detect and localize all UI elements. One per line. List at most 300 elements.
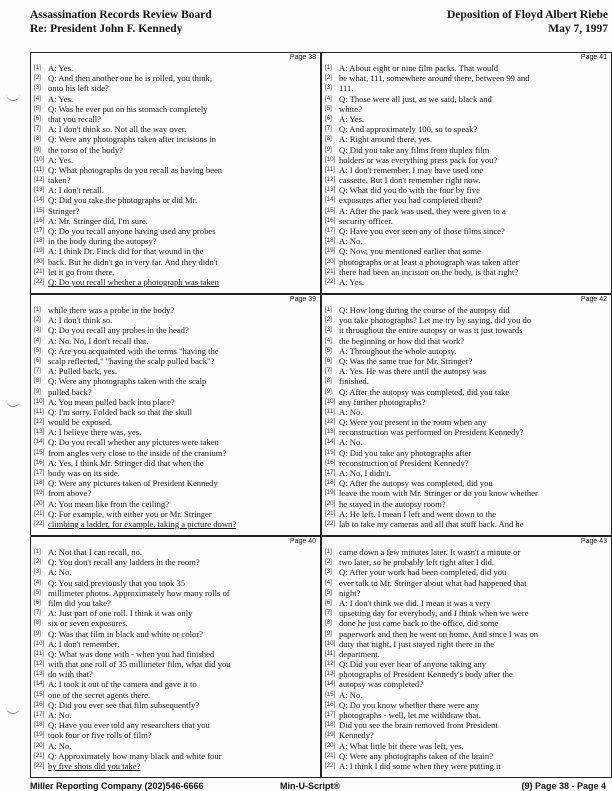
line-number: [1] [34, 64, 41, 71]
transcript-line [34, 277, 318, 287]
line-number: [15] [325, 448, 336, 456]
line-text: millimeter photos. Approximately how many rolls of [48, 587, 230, 598]
transcript-line [34, 407, 318, 417]
transcript-line [34, 578, 318, 588]
transcript-line [325, 83, 609, 93]
line-text: Q: Do you recall anyone having used any probes [48, 226, 216, 236]
transcript-line [325, 730, 609, 740]
line-number: [19] [34, 489, 45, 497]
line-text: cassette. But I don't remember right now. [339, 175, 481, 186]
transcript-line [325, 567, 609, 577]
line-number: [12] [34, 176, 45, 184]
line-text: Q: How long during the course of the autopsy did [339, 305, 510, 315]
line-text: A: I don't remember. I may have used one [339, 164, 484, 175]
line-number: [11] [34, 407, 44, 415]
transcript-line [325, 488, 609, 498]
transcript-line [325, 94, 609, 104]
line-text: autopsy was completed? [339, 679, 424, 690]
line-text: A: Just part of one roll. I think it was only [48, 608, 193, 619]
line-text: let it go from there. [48, 266, 115, 277]
transcript-line [325, 155, 609, 165]
transcript-line [34, 608, 318, 618]
transcript-line [325, 437, 609, 447]
line-text: done he just came back to the office, did some [339, 618, 499, 629]
line-text: onto his left side? [48, 83, 109, 94]
transcript-line [34, 83, 318, 93]
line-text: six or seven exposures. [48, 618, 128, 629]
line-text: Q: Did you ever see that film subsequently? [48, 699, 200, 710]
binder-hole-mark [6, 94, 20, 101]
line-number: [6] [34, 598, 41, 606]
line-text: Q: Have you ever told any researchers that you [48, 720, 210, 731]
transcript-line [325, 216, 609, 226]
line-text: taken? [48, 175, 71, 186]
line-text: two later, so he probably left right after I did. [339, 557, 495, 568]
page-number: Page 39 [289, 296, 316, 303]
line-text: holders or was everything press pack for you? [339, 154, 498, 165]
line-text: A: No. No, I don't recall that. [48, 335, 149, 346]
line-text: upsetting day for everybody, and I think when we were [339, 608, 529, 619]
line-text: photographs or at least a photograph was taken after [339, 256, 519, 267]
line-text: exposures after you had completed them? [339, 195, 482, 206]
line-number: [8] [325, 377, 332, 385]
line-text: A: No. [339, 236, 363, 247]
line-number: [15] [34, 206, 45, 214]
transcript-line [325, 700, 609, 710]
line-number: [17] [325, 711, 336, 718]
transcript-line [325, 376, 609, 386]
line-number: [2] [325, 316, 332, 324]
line-number: [15] [325, 690, 336, 698]
transcript-line [325, 407, 609, 417]
line-text: Q: Those were all just, as we said, black and [339, 93, 492, 104]
line-text: Q: Do you know whether there were any [339, 699, 480, 710]
transcript-line [34, 134, 318, 144]
line-number: [5] [325, 104, 332, 112]
line-number: [12] [34, 418, 45, 426]
transcript-page [30, 536, 321, 778]
line-number: [16] [34, 700, 45, 708]
transcript-line [325, 226, 609, 236]
transcript-line [34, 499, 318, 509]
transcript-line [34, 669, 318, 679]
line-number: [15] [34, 690, 45, 698]
line-text: Q: Approximately how many black and white four [48, 750, 222, 761]
line-number: [22] [325, 519, 336, 527]
line-text: A: You mean like from the ceiling? [48, 498, 170, 509]
line-number: [2] [325, 558, 332, 566]
line-text: scalp reflected," "having the scalp pulled back"? [48, 355, 215, 366]
line-number: [17] [34, 227, 45, 234]
transcript-line [34, 700, 318, 710]
line-number: [18] [325, 237, 336, 245]
line-number: [18] [34, 479, 45, 487]
transcript-line [34, 397, 318, 407]
line-number: [5] [325, 588, 332, 596]
transcript-line [34, 104, 318, 114]
line-text: A: I took it out of the camera and gave it to [48, 679, 197, 690]
line-number: [13] [34, 670, 45, 678]
line-number: [10] [34, 639, 45, 647]
transcript-line [325, 236, 609, 246]
line-text: 111. [339, 83, 354, 94]
transcript-line [34, 185, 318, 195]
line-number: [21] [34, 751, 45, 759]
line-text: A: I don't think so. [48, 315, 113, 326]
transcript-page [321, 294, 612, 536]
line-number: [2] [34, 558, 41, 566]
line-text: climbing a ladder, for example, taking a picture down? [48, 518, 237, 529]
line-number: [21] [34, 509, 45, 517]
transcript-line [325, 478, 609, 488]
line-text: A: Yes. [48, 93, 74, 104]
line-number: [7] [34, 367, 41, 375]
line-number: [2] [325, 74, 332, 82]
transcript-line [325, 557, 609, 567]
transcript-line [325, 710, 609, 720]
transcript-page [30, 52, 321, 294]
line-number: [16] [34, 216, 45, 224]
line-number: [1] [325, 306, 332, 313]
line-number: [14] [325, 196, 336, 204]
line-text: photographs - well, let me withdraw that. [339, 710, 481, 720]
transcript-line [325, 639, 609, 649]
line-number: [7] [325, 609, 332, 617]
line-text: Q: You said previously that you took 35 [48, 577, 186, 588]
line-number: [21] [325, 751, 336, 759]
line-text: Q: Were any photographs taken of the brain? [339, 750, 494, 761]
line-number: [18] [325, 721, 336, 729]
transcript-line [325, 277, 609, 287]
line-number: [9] [34, 145, 41, 153]
line-number: [19] [325, 489, 336, 497]
line-text: A: I believe there was, yes. [48, 427, 142, 438]
transcript-line [325, 509, 609, 519]
line-number: [13] [325, 670, 336, 678]
line-text: Q: Are you acquainted with the terms "having the [48, 345, 219, 356]
line-text: do with that? [48, 669, 93, 680]
line-number: [3] [325, 326, 332, 334]
line-number: [21] [325, 509, 336, 517]
transcript-line [325, 588, 609, 598]
transcript-line [34, 468, 318, 478]
line-number: [9] [325, 145, 332, 153]
line-text: be what, 111, somewhere around there, between 99 and [339, 73, 530, 84]
line-number: [11] [34, 165, 44, 173]
line-text: in the body during the autopsy? [48, 236, 157, 247]
min-u-script-mark: Min-U-Script® [280, 781, 341, 791]
line-number: [7] [325, 125, 332, 133]
line-number: [14] [34, 438, 45, 446]
transcript-line [34, 659, 318, 669]
line-text: night? [339, 587, 361, 598]
line-number: [11] [325, 407, 335, 415]
line-text: paperwork and then he went on home. And since I was on [339, 628, 539, 639]
line-text: A: No, I didn't. [339, 468, 391, 478]
transcript-line [325, 741, 609, 751]
line-number: [10] [325, 155, 336, 163]
transcript-line [325, 114, 609, 124]
transcript-line [325, 185, 609, 195]
line-text: A: No. [48, 710, 72, 720]
transcript-line [325, 578, 609, 588]
transcript-line [34, 751, 318, 761]
transcript-line [34, 710, 318, 720]
transcript-line [325, 73, 609, 83]
transcript-line [325, 659, 609, 669]
line-number: [18] [34, 237, 45, 245]
transcript-line [34, 741, 318, 751]
line-number: [22] [34, 277, 45, 285]
line-text: reconstruction of President Kennedy? [339, 457, 469, 468]
transcript-line [325, 366, 609, 376]
line-text: A: Yes. [339, 276, 365, 287]
line-text: by five shots did you take? [48, 760, 141, 771]
line-number: [11] [325, 165, 335, 173]
line-number: [12] [325, 176, 336, 184]
line-number: [6] [34, 114, 41, 122]
transcript-line [34, 509, 318, 519]
line-number: [7] [34, 609, 41, 617]
transcript-line [325, 165, 609, 175]
line-text: Q: And then another one he is rolled, you think, [48, 73, 212, 84]
transcript-line [34, 618, 318, 628]
line-text: Q: Were any pictures taken of President Kennedy [48, 478, 218, 489]
transcript-line [325, 417, 609, 427]
transcript-line [325, 629, 609, 639]
line-number: [21] [325, 267, 336, 275]
deposition-title: Deposition of Floyd Albert Riebe [447, 9, 608, 21]
line-number: [22] [325, 277, 336, 285]
line-number: [4] [34, 578, 41, 586]
page-number: Page 41 [580, 54, 607, 61]
line-text: while there was a probe in the body? [48, 305, 175, 315]
line-text: with that one roll of 35 millimeter film, what did you [48, 659, 231, 670]
transcript-line [34, 567, 318, 577]
line-number: [9] [325, 387, 332, 395]
line-number: [13] [325, 428, 336, 436]
line-text: Q: Were any photographs taken after incisions in [48, 134, 216, 145]
transcript-line [34, 690, 318, 700]
transcript-line [325, 669, 609, 679]
line-text: the beginning or how did that work? [339, 335, 465, 346]
line-text: finished. [339, 376, 369, 387]
binder-hole-mark [6, 707, 20, 714]
transcript-line [325, 134, 609, 144]
transcript-line [34, 257, 318, 267]
line-text: A: Yes. [48, 154, 74, 165]
line-text: A: After the pack was used, they were given to a [339, 205, 506, 216]
case-subject: Re: President John F. Kennedy [30, 23, 183, 35]
transcript-line [34, 730, 318, 740]
line-text: A: What little bit there was left, yes. [339, 740, 464, 751]
transcript-line [34, 305, 318, 315]
transcript-line [34, 114, 318, 124]
header-left [30, 8, 212, 36]
line-text: took four or five rolls of film? [48, 730, 152, 741]
line-text: from above? [48, 488, 92, 499]
line-number: [9] [34, 387, 41, 395]
line-number: [3] [34, 84, 41, 92]
transcript-line [34, 547, 318, 557]
transcript-line [34, 458, 318, 468]
line-text: Q: What photographs do you recall as having been [48, 164, 223, 175]
line-text: Q: After the autopsy was completed, did you [339, 478, 493, 489]
line-text: leave the room with Mr. Stringer or do you know whether [339, 488, 538, 499]
line-text: A: No. [339, 689, 363, 700]
transcript-line [325, 499, 609, 509]
line-number: [9] [34, 629, 41, 637]
transcript-line [325, 679, 609, 689]
line-number: [4] [34, 94, 41, 102]
transcript-line [325, 325, 609, 335]
line-text: the torso of the body? [48, 144, 123, 155]
line-text: reconstruction was performed on President Kennedy? [339, 427, 524, 438]
transcript-line [34, 679, 318, 689]
line-text: A: I don't recall. [48, 185, 104, 196]
transcript-line [34, 63, 318, 73]
line-number: [22] [34, 761, 45, 769]
transcript-line [34, 336, 318, 346]
line-number: [17] [325, 469, 336, 476]
transcript-line [34, 366, 318, 376]
transcript-line [34, 155, 318, 165]
transcript-line [325, 458, 609, 468]
line-text: Q: Were any photographs taken with the scalp [48, 376, 207, 387]
line-number: [4] [325, 94, 332, 102]
line-number: [15] [325, 206, 336, 214]
transcript-line [34, 73, 318, 83]
line-number: [6] [325, 114, 332, 122]
line-text: white? [339, 103, 362, 114]
line-number: [4] [325, 336, 332, 344]
line-text: A: Pulled back, yes. [48, 366, 117, 377]
transcript-line [34, 325, 318, 335]
line-number: [12] [325, 660, 336, 668]
line-text: A: About eight or nine film packs. That would [339, 63, 499, 73]
line-number: [6] [325, 356, 332, 364]
transcript-line [325, 387, 609, 397]
line-text: Q: Was he ever put on his stomach completely [48, 103, 208, 114]
transcript-line [325, 257, 609, 267]
line-number: [10] [325, 397, 336, 405]
transcript-line [34, 145, 318, 155]
binder-hole-mark [6, 400, 20, 407]
line-text: Q: Was that film in black and white or color? [48, 628, 203, 639]
line-number: [22] [34, 519, 45, 527]
line-text: back. But he didn't go in very far. And they didn't [48, 256, 218, 267]
line-number: [10] [34, 155, 45, 163]
line-text: A: I think Dr. Finck did for that wound in the [48, 246, 204, 257]
transcript-line [34, 346, 318, 356]
transcript-line [325, 305, 609, 315]
transcript-line [325, 608, 609, 618]
transcript-grid [30, 52, 612, 780]
line-text: A: Yes. [48, 63, 74, 73]
line-text: pulled back? [48, 386, 92, 397]
line-text: Q: For example, with either you or Mr. Stringer [48, 508, 212, 519]
line-text: Q: Do you recall whether any pictures were taken [48, 437, 219, 448]
transcript-line [325, 761, 609, 771]
transcript-line [325, 175, 609, 185]
line-number: [3] [34, 568, 41, 576]
deposition-date: May 7, 1997 [548, 23, 608, 35]
transcript-line [325, 751, 609, 761]
line-number: [15] [34, 448, 45, 456]
line-text: it throughout the entire autopsy or was it just towards [339, 325, 523, 336]
line-text: A: Mr. Stringer did, I'm sure. [48, 215, 148, 226]
line-text: body was on its side. [48, 468, 120, 478]
line-number: [13] [34, 186, 45, 194]
line-text: there had been an incision on the body, is that right? [339, 266, 519, 277]
line-number: [1] [34, 548, 41, 555]
line-number: [3] [325, 84, 332, 92]
line-number: [3] [34, 326, 41, 334]
line-number: [17] [34, 469, 45, 476]
line-text: Q: What did you do with the four by five [339, 185, 480, 196]
line-number: [10] [34, 397, 45, 405]
transcript-line [34, 488, 318, 498]
line-number: [5] [325, 346, 332, 354]
transcript-page [321, 536, 612, 778]
line-number: [19] [325, 731, 336, 739]
transcript-line [34, 557, 318, 567]
line-text: Kennedy? [339, 730, 374, 741]
transcript-page [321, 52, 612, 294]
line-text: A: No. [339, 437, 363, 448]
transcript-line [34, 356, 318, 366]
line-number: [20] [325, 257, 336, 265]
transcript-line [34, 246, 318, 256]
line-text: Q: Do you recall any probes in the head? [48, 325, 189, 336]
transcript-line [325, 336, 609, 346]
line-number: [3] [325, 568, 332, 576]
line-number: [1] [325, 548, 332, 555]
line-number: [7] [325, 367, 332, 375]
line-text: Q: Now, you mentioned earlier that some [339, 246, 481, 257]
line-text: duty that night, I just stayed right there in the [339, 638, 495, 649]
transcript-line [325, 315, 609, 325]
line-text: department. [339, 648, 380, 659]
page-number: Page 43 [580, 538, 607, 545]
line-text: Q: Did you ever hear of anyone taking any [339, 659, 487, 670]
line-number: [12] [325, 418, 336, 426]
line-text: A: Yes. He was there until the autopsy was [339, 366, 487, 377]
line-text: A: I think I did some when they were putting it [339, 760, 501, 771]
line-text: Q: After your work had been completed, did you [339, 567, 507, 578]
line-text: A: Right around there, yes. [339, 134, 433, 145]
line-text: Q: Have you ever seen any of those films since? [339, 226, 505, 236]
transcript-line [325, 468, 609, 478]
line-text: Q: Were you present in the room when any [339, 417, 487, 428]
line-number: [16] [325, 458, 336, 466]
line-number: [16] [34, 458, 45, 466]
transcript-line [34, 519, 318, 529]
transcript-line [325, 206, 609, 216]
line-text: Q: Did you take the photographs or did Mr. [48, 195, 198, 206]
transcript-line [325, 145, 609, 155]
line-number: [14] [34, 196, 45, 204]
line-text: any further photographs? [339, 396, 426, 407]
line-text: A: Throughout the whole autopsy. [339, 345, 457, 356]
line-number: [9] [325, 629, 332, 637]
transcript-line [34, 761, 318, 771]
line-number: [6] [325, 598, 332, 606]
line-text: Q: Did you take any photographs after [339, 447, 472, 458]
transcript-line [34, 94, 318, 104]
line-number: [6] [34, 356, 41, 364]
transcript-line [325, 356, 609, 366]
